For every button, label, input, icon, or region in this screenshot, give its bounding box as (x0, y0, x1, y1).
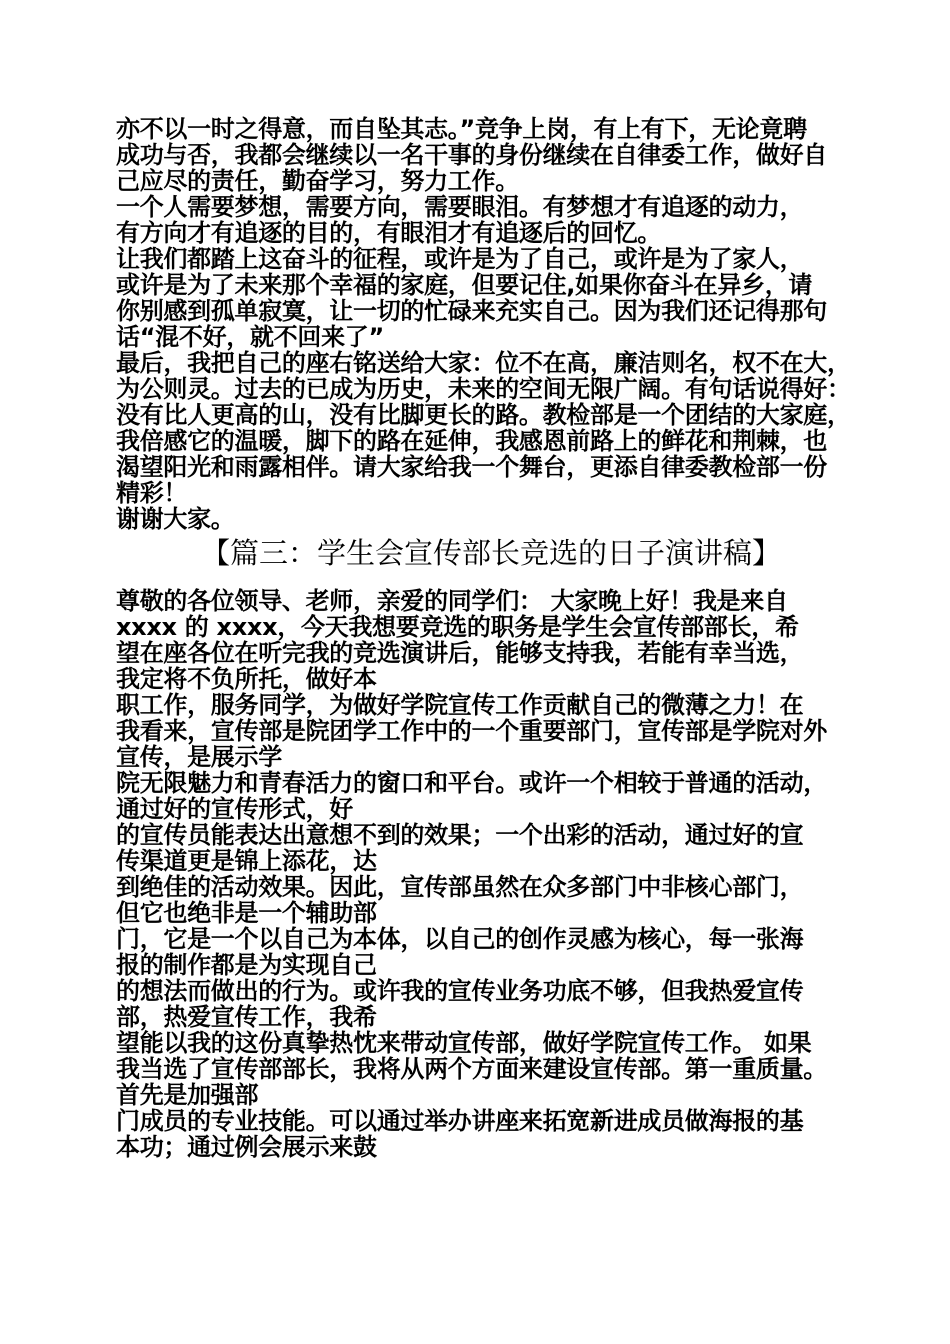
paragraph-line: 门，它是一个以自己为本体，以自己的创作灵感为核心，每一张海 (116, 925, 804, 953)
paragraph-line: xxxx 的 xxxx，今天我想要竞选的职务是学生会宣传部部长，希 (116, 613, 799, 641)
spacer (116, 571, 846, 588)
paragraph-line: 有方向才有追逐的目的，有眼泪才有追逐后的回忆。 (116, 219, 662, 247)
paragraph-line: 院无限魅力和青春活力的窗口和平台。或许一个相较于普通的活动， (116, 769, 827, 797)
paragraph-line: 望在座各位在听完我的竞选演讲后，能够支持我，若能有幸当选， (116, 639, 804, 667)
paragraph-line: 我定将不负所托，做好本 (116, 665, 377, 693)
paragraph-line: 我看来，宣传部是院团学工作中的一个重要部门，宣传部是学院对外 (116, 717, 827, 745)
paragraph-line: 报的制作都是为实现自己 (116, 951, 377, 979)
paragraph-line: 或许是为了未来那个幸福的家庭，但要记住,如果你奋斗在异乡，请 (116, 271, 813, 299)
paragraph-line: 的宣传员能表达出意想不到的效果；一个出彩的活动，通过好的宣 (116, 821, 804, 849)
paragraph-line: 通过好的宣传形式，好 (116, 795, 353, 823)
section-title: 【篇三：学生会宣传部长竞选的日子演讲稿】 (200, 536, 781, 570)
paragraph-line: 宣传，是展示学 (116, 743, 282, 771)
paragraph-line: 门成员的专业技能。可以通过举办讲座来拓宽新进成员做海报的基 (116, 1107, 804, 1135)
paragraph-line: 望能以我的这份真挚热忱来带动宣传部，做好学院宣传工作。 如果 (116, 1029, 812, 1057)
paragraph-line: 没有比人更高的山，没有比脚更长的路。教检部是一个团结的大家庭， (116, 401, 851, 429)
paragraph-line: 传渠道更是锦上添花，达 (116, 847, 377, 875)
paragraph-line: 部，热爱宣传工作，我希 (116, 1003, 377, 1031)
paragraph-line: 职工作，服务同学，为做好学院宣传工作贡献自己的微薄之力！在 (116, 691, 804, 719)
paragraph-line: 首先是加强部 (116, 1081, 259, 1109)
paragraph-line: 谢谢大家。 (116, 505, 235, 533)
paragraph-line: 己应尽的责任，勤奋学习，努力工作。 (116, 167, 519, 195)
paragraph-line: 我当选了宣传部部长，我将从两个方面来建设宣传部。第一重质量。 (116, 1055, 827, 1083)
paragraph-line: 我倍感它的温暖，脚下的路在延伸，我感恩前路上的鲜花和荆棘，也 (116, 427, 827, 455)
paragraph-line: 尊敬的各位领导、老师，亲爱的同学们： 大家晚上好！我是来自 (116, 587, 788, 615)
paragraph-line: 渴望阳光和雨露相伴。请大家给我一个舞台，更添自律委教检部一份 (116, 453, 827, 481)
paragraph-line: 但它也绝非是一个辅助部 (116, 899, 377, 927)
paragraph-line: 为公则灵。过去的已成为历史，未来的空间无限广阔。有句话说得好： (116, 375, 851, 403)
paragraph-line: 精彩！ (116, 479, 188, 507)
paragraph-line: 最后，我把自己的座右铭送给大家：位不在高，廉洁则名，权不在大， (116, 349, 851, 377)
paragraph-line: 本功；通过例会展示来鼓 (116, 1133, 377, 1161)
paragraph-line: 到绝佳的活动效果。因此，宣传部虽然在众多部门中非核心部门， (116, 873, 804, 901)
paragraph-line: 一个人需要梦想，需要方向，需要眼泪。有梦想才有追逐的动力， (116, 193, 804, 221)
paragraph-line: 亦不以一时之得意，而自坠其志。”竞争上岗，有上有下，无论竟聘 (116, 115, 807, 143)
document-page (116, 115, 851, 1161)
paragraph-line: 让我们都踏上这奋斗的征程，或许是为了自己，或许是为了家人， (116, 245, 804, 273)
section-speech-three (116, 588, 846, 1160)
paragraph-line: 你别感到孤单寂寞，让一切的忙碌来充实自己。因为我们还记得那句 (116, 297, 827, 325)
paragraph-line: 的想法而做出的行为。或许我的宣传业务功底不够，但我热爱宣传 (116, 977, 804, 1005)
paragraph-line: 成功与否，我都会继续以一名干事的身份继续在自律委工作，做好自 (116, 141, 827, 169)
paragraph-line: 话“混不好，就不回来了” (116, 323, 384, 351)
section-previous-speech (116, 115, 851, 533)
